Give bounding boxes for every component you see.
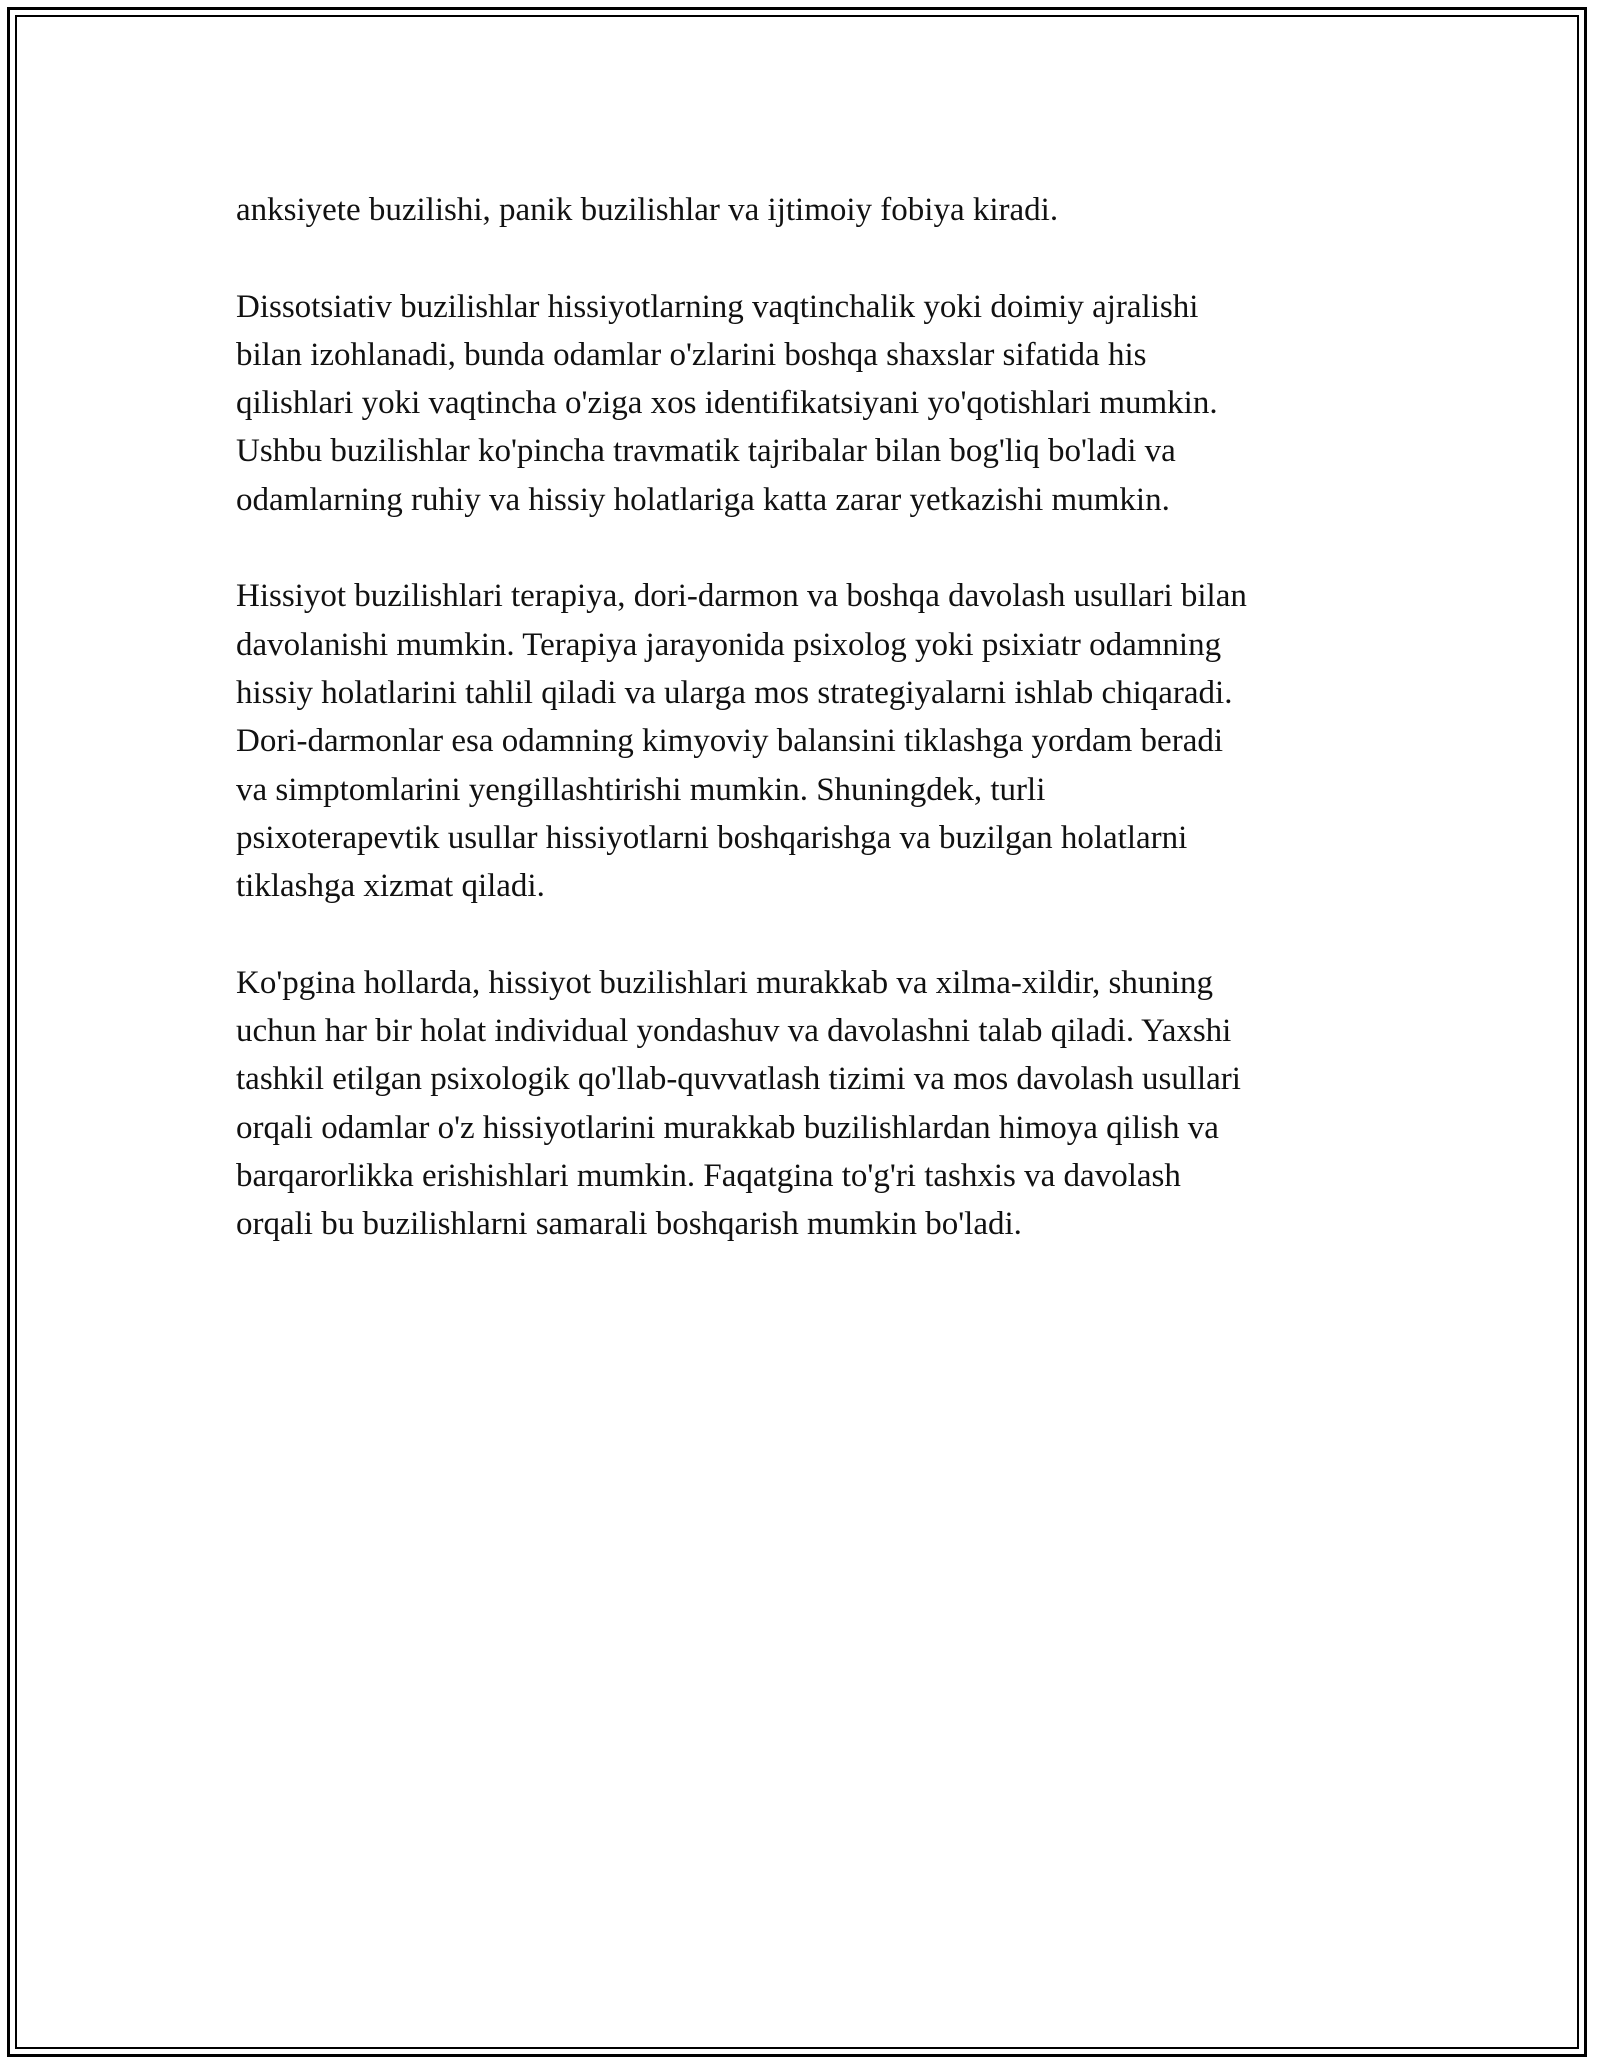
paragraph-1: anksiyete buzilishi, panik buzilishlar va ijtimoiy fobiya kiradi. (236, 192, 1059, 228)
paragraph-2: Dissotsiativ buzilishlar hissiyotlarning vaqtinchalik yoki doimiy ajralishi bilan izohlanadi, bunda odamlar o'zlarini boshqa shaxslar sifatida his qilishlari yoki vaqtincha o'ziga xos identifikatsiyani yo'qotishlari mumkin. Ushbu buzilishlar ko'pincha travmatik tajribalar bilan bog'liq bo'ladi va odamlarning ruhiy va hissiy holatlariga katta zarar yetkazishi mumkin. (236, 288, 1218, 518)
paragraph-3: Hissiyot buzilishlari terapiya, dori-darmon va boshqa davolash usullari bilan davolanishi mumkin. Terapiya jarayonida psixolog yoki psixiatr odamning hissiy holatlarini tahlil qiladi va ularga mos strategiyalarni ishlab chiqaradi. Dori-darmonlar esa odamning kimyoviy balansini tiklashga yordam beradi va simptomlarini yengillashtirishi mumkin. Shuningdek, turli psixoterapevtik usullar hissiyotlarni boshqarishga va buzilgan holatlarni tiklashga xizmat qiladi. (236, 578, 1247, 905)
paragraph-4: Ko'pgina hollarda, hissiyot buzilishlari murakkab va xilma-xildir, shuning uchun har bir holat individual yondashuv va davolashni talab qiladi. Yaxshi tashkil etilgan psixologik qo'llab-quvvatlash tizimi va mos davolash usullari orqali odamlar o'z hissiyotlarini murakkab buzilishlardan himoya qilish va barqarorlikka erishishlari mumkin. Faqatgina to'g'ri tashxis va davolash orqali bu buzilishlarni samarali boshqarish mumkin bo'ladi. (236, 964, 1241, 1243)
document-body (236, 186, 1366, 1297)
